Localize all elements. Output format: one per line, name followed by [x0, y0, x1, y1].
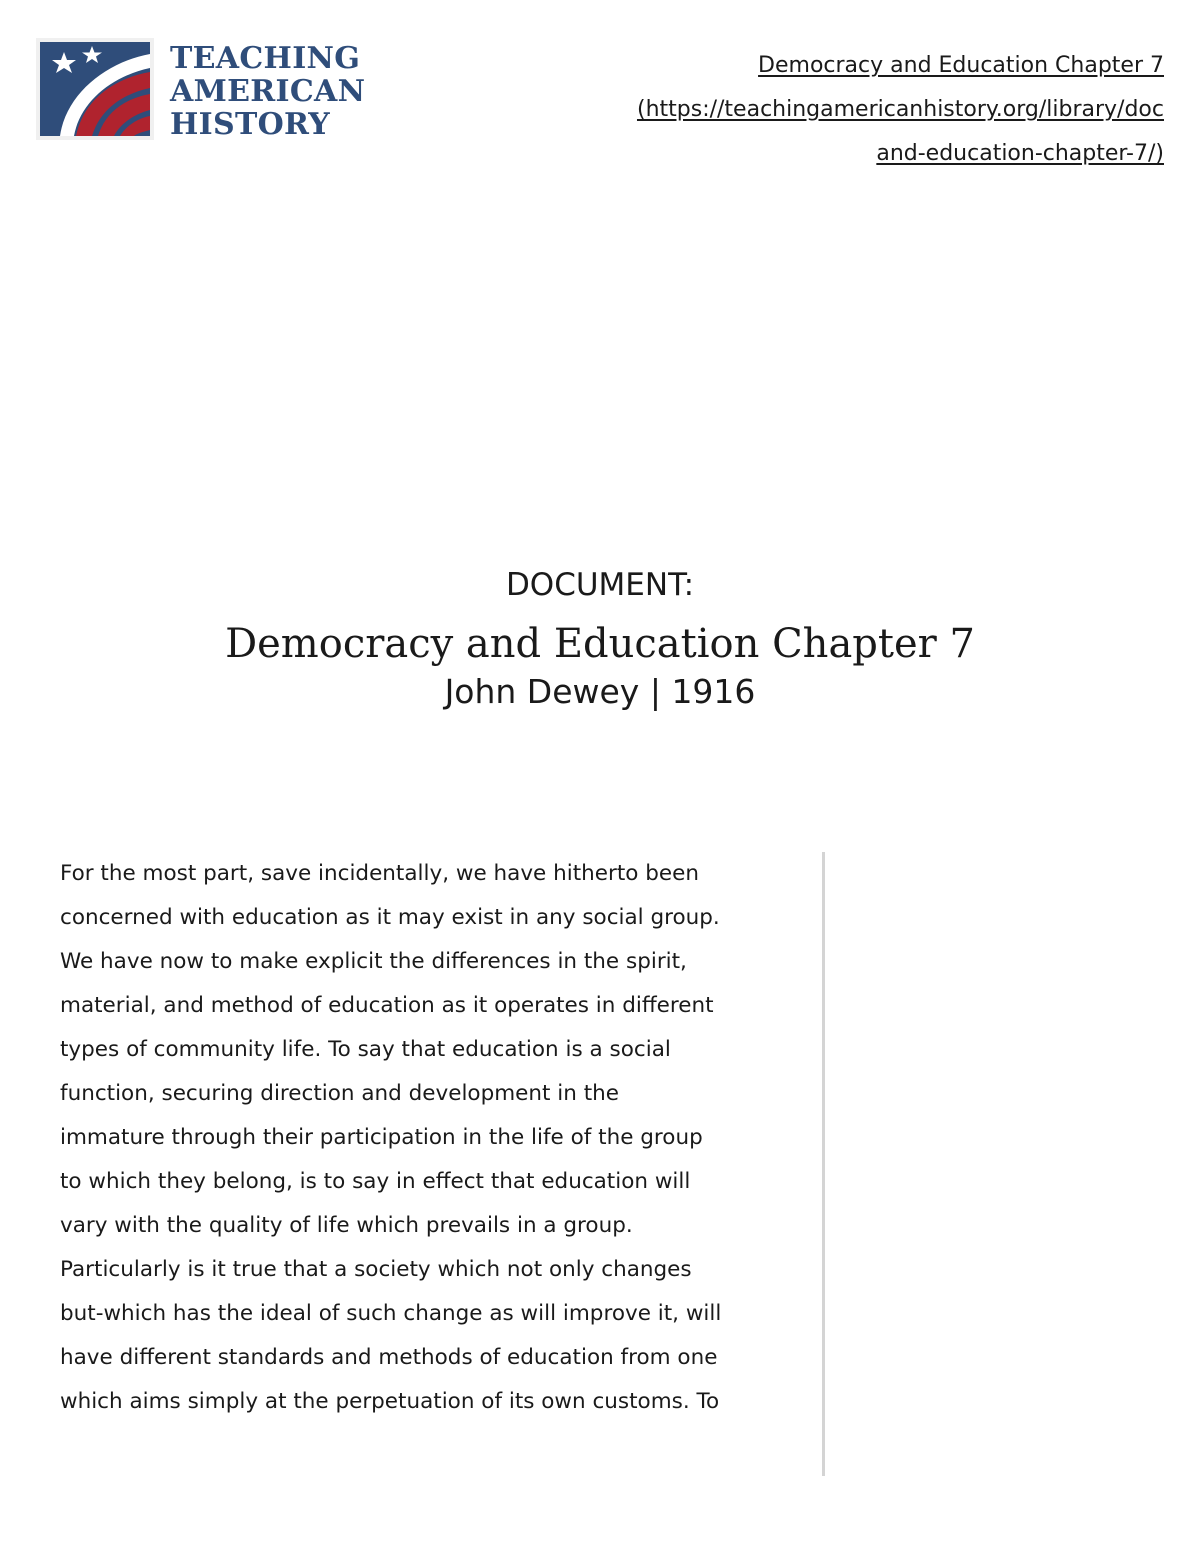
body-line: which aims simply at the perpetuation of its own customs. To: [60, 1389, 720, 1414]
document-label: DOCUMENT:: [505, 567, 695, 603]
body-line: Particularly is it true that a society which not only changes: [60, 1257, 692, 1282]
source-link-line[interactable]: (https://teachingamericanhistory.org/library/doc: [636, 97, 1164, 122]
logo-line: AMERICAN: [170, 74, 366, 109]
document-title: Democracy and Education Chapter 7: [225, 621, 975, 667]
source-link-line[interactable]: Democracy and Education Chapter 7: [758, 53, 1164, 78]
flag-logo-icon: [36, 38, 154, 140]
document-byline: John Dewey | 1916: [444, 672, 756, 711]
vertical-divider: [822, 852, 825, 1476]
body-line: concerned with education as it may exist in any social group.: [60, 905, 720, 930]
source-link[interactable]: [524, 44, 1164, 176]
body-paragraph: [60, 852, 800, 1424]
body-line: material, and method of education as it operates in different: [60, 993, 714, 1018]
body-line: immature through their participation in the life of the group: [60, 1125, 703, 1150]
logo-line: TEACHING: [170, 41, 361, 76]
body-line: function, securing direction and development in the: [60, 1081, 620, 1106]
logo-line: HISTORY: [170, 107, 331, 142]
logo-wordmark: [170, 42, 365, 141]
body-line: vary with the quality of life which prevails in a group.: [60, 1213, 633, 1238]
body-line: For the most part, save incidentally, we have hitherto been: [60, 861, 699, 886]
source-link-line[interactable]: and-education-chapter-7/): [876, 141, 1164, 166]
site-logo[interactable]: [36, 38, 366, 142]
body-line: We have now to make explicit the differences in the spirit,: [60, 949, 687, 974]
body-line: to which they belong, is to say in effect that education will: [60, 1169, 691, 1194]
body-line: have different standards and methods of education from one: [60, 1345, 718, 1370]
body-line: but-which has the ideal of such change as will improve it, will: [60, 1301, 722, 1326]
body-line: types of community life. To say that education is a social: [60, 1037, 671, 1062]
